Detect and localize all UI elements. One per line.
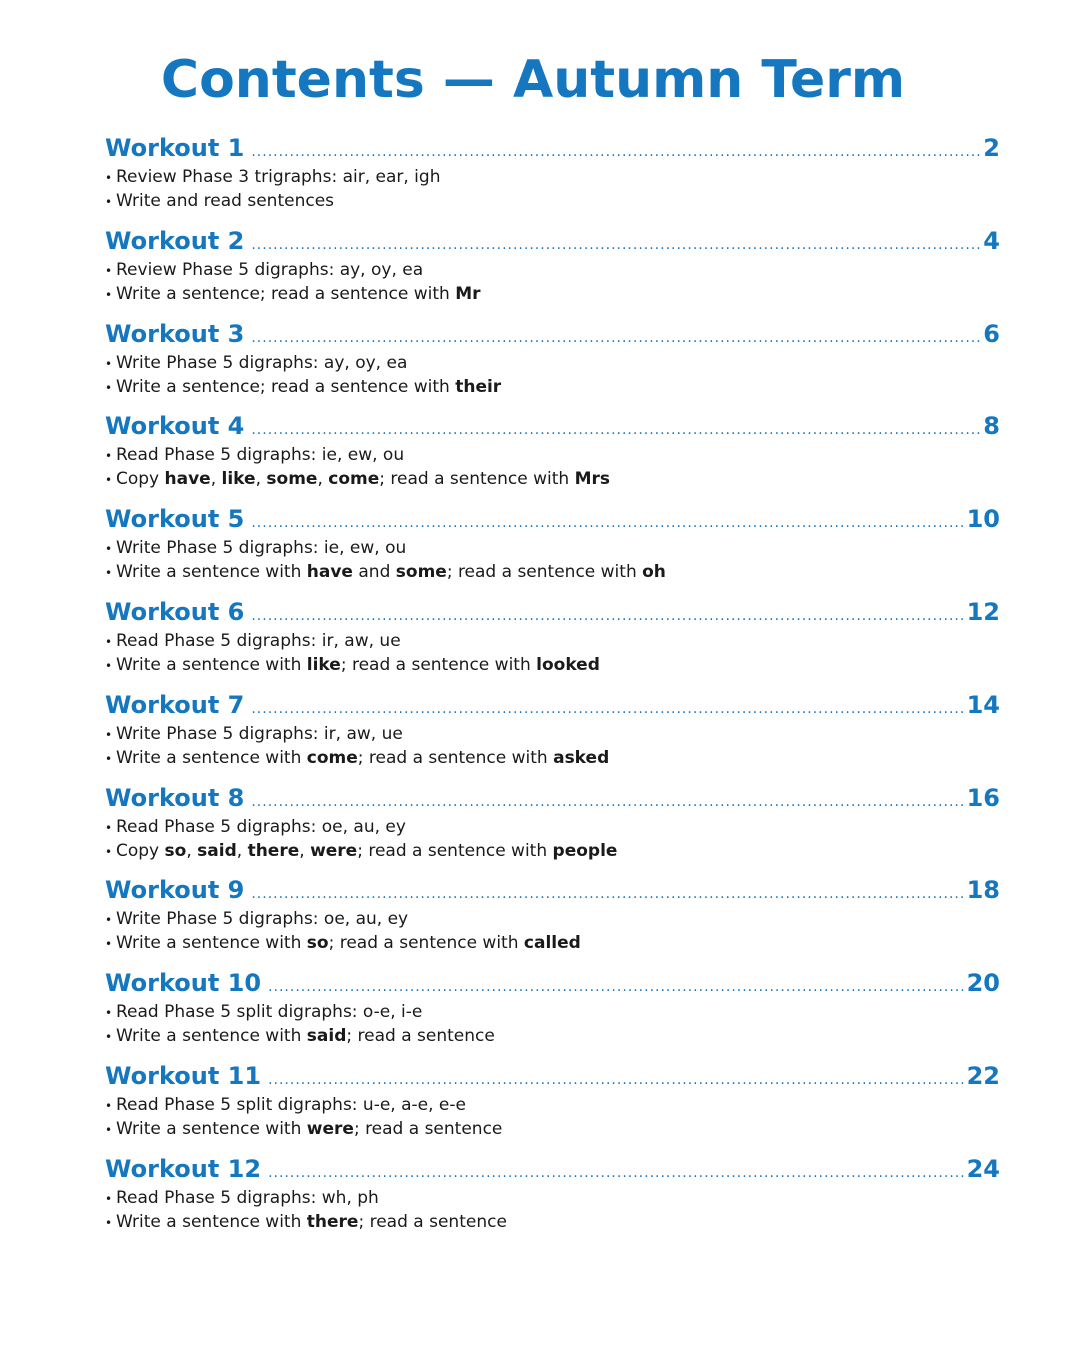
page-number[interactable]: 4 (983, 226, 1000, 255)
bold-keyword: so (306, 933, 329, 954)
entry-heading[interactable] (105, 1058, 1000, 1094)
bullet-text: , (317, 469, 329, 490)
entry-bullets (105, 259, 1000, 307)
entry-bullets (105, 1094, 1000, 1142)
bullet-text: Write Phase 5 digraphs: ay, oy, ea (116, 352, 408, 373)
bullet-text: ; read a sentence with (446, 562, 643, 583)
dot-leader (251, 412, 980, 448)
bold-keyword: like (221, 469, 256, 490)
page-number[interactable]: 18 (966, 876, 1000, 905)
contents-entry[interactable] (105, 1151, 1000, 1244)
entry-bullets (105, 1001, 1000, 1049)
bullet-text: Read Phase 5 digraphs: ie, ew, ou (116, 445, 405, 466)
dot-leader (251, 784, 963, 820)
contents-entry[interactable] (105, 223, 1000, 316)
dot-leader (251, 227, 980, 263)
entry-bullets (105, 723, 1000, 771)
entry-title[interactable]: Workout 3 (105, 319, 245, 348)
bold-keyword: so (164, 840, 187, 861)
bullet-text: Write a sentence with (116, 1211, 307, 1232)
page-number[interactable]: 8 (983, 412, 1000, 441)
bullet-item (105, 1211, 1000, 1235)
entry-heading[interactable] (105, 408, 1000, 444)
bold-keyword: there (306, 1211, 359, 1232)
entry-title[interactable]: Workout 6 (105, 597, 245, 626)
dot-leader (251, 691, 963, 727)
contents-list (105, 130, 1000, 1244)
page-number[interactable]: 10 (966, 505, 1000, 534)
bullet-text: Read Phase 5 split digraphs: o-e, i-e (116, 1002, 423, 1023)
bullet-text: ; read a sentence with (357, 747, 554, 768)
bold-keyword: have (164, 469, 211, 490)
bold-keyword: called (523, 933, 581, 954)
contents-entry[interactable] (105, 316, 1000, 409)
bullet-text: Write Phase 5 digraphs: oe, au, ey (116, 909, 409, 930)
entry-heading[interactable] (105, 130, 1000, 166)
entry-title[interactable]: Workout 10 (105, 969, 262, 998)
bullet-text: Read Phase 5 split digraphs: u-e, a-e, e-e (116, 1094, 466, 1115)
bullet-item (105, 747, 1000, 771)
entry-title[interactable]: Workout 2 (105, 226, 245, 255)
bullet-text: Write and read sentences (116, 191, 335, 211)
bullet-text: ; read a sentence with (340, 654, 537, 675)
entry-title[interactable]: Workout 9 (105, 876, 245, 905)
entry-bullets (105, 908, 1000, 956)
entry-bullets (105, 166, 1000, 214)
bullet-text: Write a sentence with (116, 562, 307, 583)
page-number[interactable]: 16 (966, 783, 1000, 812)
bold-keyword: were (310, 840, 358, 861)
bullet-text: Write Phase 5 digraphs: ie, ew, ou (116, 538, 407, 559)
bullet-text: ; read a sentence with (379, 469, 575, 490)
entry-heading[interactable] (105, 501, 1000, 537)
bold-keyword: there (247, 840, 300, 861)
bullet-text: and (352, 562, 396, 583)
entry-heading[interactable] (105, 594, 1000, 630)
bullet-text: Copy (116, 469, 165, 490)
page-title: Contents — Autumn Term (160, 50, 906, 110)
bold-keyword: have (306, 562, 353, 583)
page-number[interactable]: 2 (983, 134, 1000, 162)
entry-heading[interactable] (105, 780, 1000, 816)
bullet-text: Write Phase 5 digraphs: ir, aw, ue (116, 723, 403, 744)
entry-heading[interactable] (105, 223, 1000, 259)
contents-entry[interactable] (105, 1058, 1000, 1151)
bullet-text: Write a sentence with (116, 747, 307, 768)
bullet-text: ; read a sentence (358, 1211, 507, 1232)
bold-keyword: like (306, 654, 341, 675)
dot-leader (251, 876, 963, 912)
entry-bullets (105, 816, 1000, 864)
entry-title[interactable]: Workout 12 (105, 1154, 262, 1183)
bullet-text: Read Phase 5 digraphs: oe, au, ey (116, 816, 406, 837)
entry-heading[interactable] (105, 965, 1000, 1001)
bold-keyword: asked (553, 747, 610, 768)
bullet-text: Write a sentence; read a sentence with (116, 283, 456, 304)
bullet-item (105, 932, 1000, 956)
bold-keyword: some (395, 562, 447, 583)
entry-heading[interactable] (105, 687, 1000, 723)
bullet-text: Review Phase 3 trigraphs: air, ear, igh (116, 167, 441, 187)
entry-bullets (105, 1187, 1000, 1235)
bold-keyword: said (306, 1026, 347, 1047)
contents-entry[interactable] (105, 130, 1000, 223)
bullet-text: ; read a sentence with (357, 840, 553, 861)
entry-title[interactable]: Workout 5 (105, 505, 245, 534)
bold-keyword: were (306, 1118, 354, 1139)
bullet-text: Write a sentence with (116, 933, 307, 954)
bold-keyword: come (306, 747, 358, 768)
entry-bullets (105, 630, 1000, 678)
bold-keyword: said (197, 840, 237, 861)
dot-leader (268, 969, 964, 1005)
dot-leader (251, 320, 980, 356)
dot-leader (268, 1155, 964, 1191)
entry-title[interactable]: Workout 4 (105, 412, 245, 441)
page-number[interactable]: 6 (983, 319, 1000, 348)
page-number[interactable]: 12 (966, 597, 1000, 626)
entry-heading[interactable] (105, 1151, 1000, 1187)
bullet-item (105, 654, 1000, 678)
entry-heading[interactable] (105, 316, 1000, 352)
contents-entry[interactable] (105, 780, 1000, 873)
bold-keyword: people (552, 840, 618, 861)
page-number[interactable]: 24 (966, 1154, 1000, 1183)
bold-keyword: looked (536, 654, 600, 675)
bullet-text: ; read a sentence (346, 1026, 495, 1047)
bullet-text: , (186, 840, 198, 861)
dot-leader (251, 134, 980, 170)
bold-keyword: Mrs (574, 469, 610, 490)
bullet-text: Write a sentence; read a sentence with (116, 376, 456, 397)
page-number[interactable]: 20 (966, 969, 1000, 998)
contents-entry[interactable] (105, 594, 1000, 687)
bullet-text: Write a sentence with (116, 1118, 307, 1139)
bullet-item (105, 840, 1000, 864)
bullet-text: ; read a sentence with (328, 933, 524, 954)
bullet-text: Write a sentence with (116, 654, 307, 675)
entry-bullets (105, 537, 1000, 585)
entry-title[interactable]: Workout 8 (105, 783, 245, 812)
entry-bullets (105, 444, 1000, 492)
entry-heading[interactable] (105, 872, 1000, 908)
bullet-text: Review Phase 5 digraphs: ay, oy, ea (116, 259, 424, 280)
bullet-text: ; read a sentence (353, 1118, 503, 1139)
dot-leader (268, 1062, 964, 1098)
contents-entry[interactable] (105, 965, 1000, 1058)
bold-keyword: oh (642, 562, 666, 583)
bullet-text: Read Phase 5 digraphs: ir, aw, ue (116, 630, 401, 651)
bullet-item (105, 468, 1000, 492)
page-number[interactable]: 14 (966, 690, 1000, 719)
bullet-item (105, 376, 1000, 400)
entry-title[interactable]: Workout 1 (105, 134, 245, 162)
dot-leader (251, 505, 963, 541)
bullet-text: , (236, 840, 248, 861)
bullet-text: Copy (116, 840, 165, 861)
bullet-text: Read Phase 5 digraphs: wh, ph (116, 1187, 379, 1208)
bullet-text: , (210, 469, 222, 490)
bullet-text: Write a sentence with (116, 1026, 307, 1047)
contents-entry[interactable] (105, 872, 1000, 965)
bullet-item (105, 283, 1000, 307)
page-number[interactable]: 22 (966, 1061, 1000, 1090)
bold-keyword: Mr (455, 283, 481, 304)
bullet-item (105, 190, 1000, 214)
entry-title[interactable]: Workout 11 (105, 1061, 262, 1090)
bold-keyword: come (328, 469, 380, 490)
entry-title[interactable]: Workout 7 (105, 690, 245, 719)
contents-entry[interactable] (105, 687, 1000, 780)
bullet-item (105, 1118, 1000, 1142)
bold-keyword: their (455, 376, 502, 397)
contents-entry[interactable] (105, 408, 1000, 501)
contents-entry[interactable] (105, 501, 1000, 594)
bullet-text: , (299, 840, 311, 861)
bullet-item (105, 1025, 1000, 1049)
bullet-item (105, 561, 1000, 585)
entry-bullets (105, 352, 1000, 400)
bold-keyword: some (266, 469, 318, 490)
dot-leader (251, 598, 963, 634)
bullet-text: , (255, 469, 267, 490)
